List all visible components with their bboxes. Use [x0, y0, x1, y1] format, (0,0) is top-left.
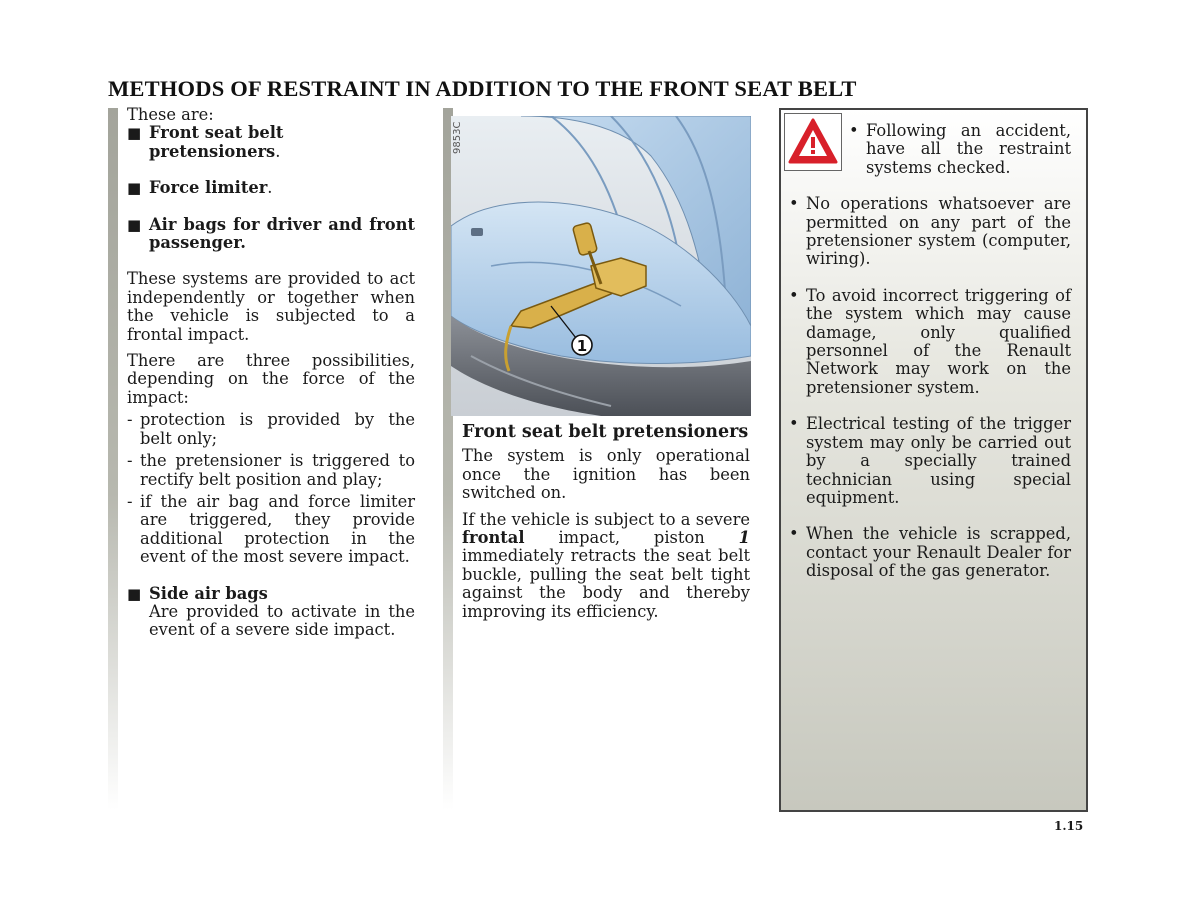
left-column-bar [108, 108, 118, 810]
bullet-label: Air bags for driver and front passenger. [149, 214, 415, 253]
list-item: • Following an accident, have all the restraint systems checked. [849, 121, 1071, 177]
warning-text [789, 122, 1071, 581]
bullet-label: Force limiter [149, 178, 268, 198]
bullet-label: Front seat belt pretensioners [149, 123, 284, 161]
pretensioner-heading: Front seat belt pretensioners [462, 422, 749, 442]
list-item: - the pretensioner is triggered to rectify belt position and play; [127, 451, 415, 489]
list-item: • No operations whatsoever are permitted on any part of the pretensioner system (computer, wiring). [789, 194, 1071, 269]
list-item: • To avoid incorrect triggering of the system which may cause damage, only qualified personnel of the Renault Network may work on the pretensioner system. [789, 285, 1071, 397]
list-item: • When the vehicle is scrapped, contact your Renault Dealer for disposal of the gas generator. [789, 524, 1071, 581]
list-item [127, 216, 415, 253]
square-bullet-icon: ■ [127, 215, 142, 234]
callout-number: 1 [576, 337, 588, 355]
list-item: • Electrical testing of the trigger system may only be carried out by a specially trained technician using special equipment. [789, 414, 1071, 507]
square-bullet-icon: ■ [127, 179, 142, 198]
seat-illustration-svg [451, 116, 751, 416]
square-bullet-icon: ■ [127, 124, 142, 143]
page-number: 1.15 [1054, 819, 1084, 833]
list-item: ■ Force limiter. [127, 178, 273, 198]
list-item: ■ Front seat belt pretensioners. [127, 123, 284, 161]
seat-belt-pretensioner-illustration [451, 116, 751, 416]
middle-column [462, 423, 750, 621]
list-item [127, 585, 415, 603]
square-bullet-icon: ■ [127, 584, 142, 603]
intro-text: These are: [127, 105, 214, 124]
illustration-code: 9853C [452, 121, 463, 154]
list-item: - protection is provided by the belt only; [127, 410, 415, 448]
possibilities-paragraph: There are three possibilities, depending on the force of the impact: [127, 351, 415, 407]
systems-paragraph: These systems are provided to act independently or together when the vehicle is subjected to a frontal impact. [127, 269, 415, 344]
side-airbags-text: Are provided to activate in the event of a severe side impact. [149, 601, 415, 640]
piston-paragraph: If the vehicle is subject to a severe frontal impact, piston 1 immediately retracts the seat belt buckle, pulling the seat belt tight against the body and thereby improving its efficiency. [462, 509, 750, 621]
side-airbags-title: Side air bags [149, 583, 268, 603]
operational-paragraph: The system is only operational once the ignition has been switched on. [462, 446, 750, 503]
page-title: METHODS OF RESTRAINT IN ADDITION TO THE FRONT SEAT BELT [108, 76, 857, 101]
list-item: - if the air bag and force limiter are triggered, they provide additional protection in the event of the most severe impact. [127, 491, 415, 567]
left-column [127, 106, 415, 640]
